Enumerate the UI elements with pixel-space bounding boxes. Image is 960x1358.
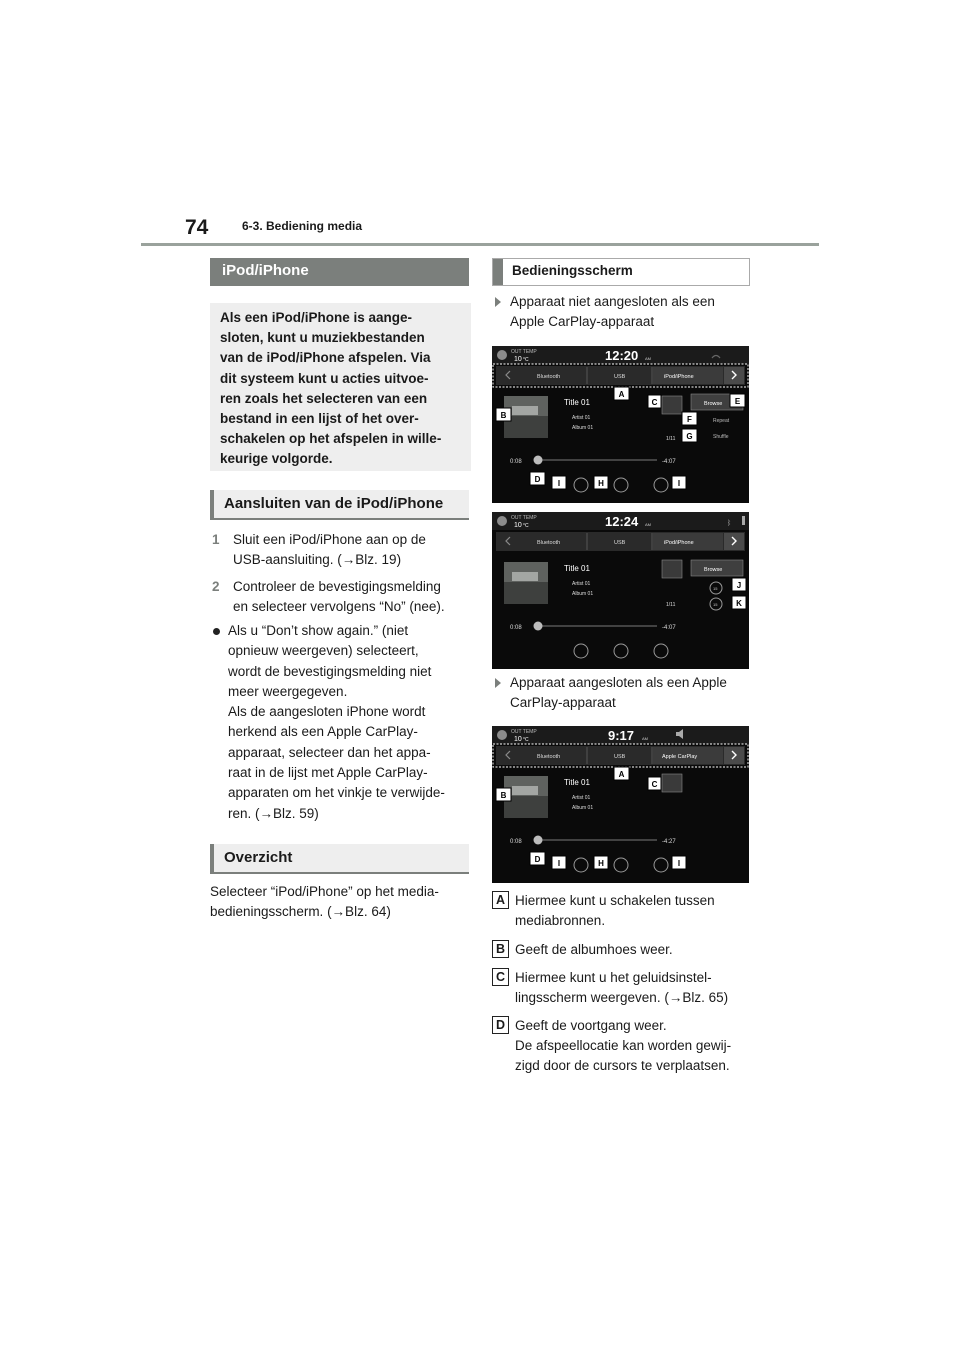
callout-c: C bbox=[651, 398, 658, 407]
browse-button: Browse bbox=[704, 567, 723, 573]
bullet-line: apparaten om het vinkje te verwijde- bbox=[228, 785, 445, 801]
legend-line: lingsscherm weergeven. (→Blz. 65) bbox=[515, 990, 729, 1006]
tab-bluetooth: Bluetooth bbox=[537, 374, 561, 380]
clock: 9:17 bbox=[608, 728, 635, 743]
case-carplay bbox=[492, 673, 752, 713]
callout-b: B bbox=[500, 791, 507, 800]
case-line: Apple CarPlay-apparaat bbox=[510, 314, 655, 330]
track-counter: 1/11 bbox=[666, 602, 676, 608]
note-bullet bbox=[212, 621, 474, 824]
clock-ampm: AM bbox=[642, 736, 648, 741]
bullet-line: meer weergegeven. bbox=[228, 683, 348, 699]
legend-d bbox=[492, 1016, 752, 1077]
page-number: 74 bbox=[185, 216, 209, 239]
home-icon bbox=[497, 516, 507, 526]
screen-2-drawing bbox=[492, 512, 749, 669]
album-name: Album 01 bbox=[572, 591, 594, 597]
connect-heading: Aansluiten van de iPod/iPhone bbox=[210, 490, 469, 520]
legend-key: C bbox=[492, 968, 509, 986]
temp-unit: °C bbox=[523, 357, 529, 363]
legend-line: De afspeellocatie kan worden gewij- bbox=[515, 1038, 732, 1054]
skip-forward-seconds: 15 bbox=[713, 602, 718, 607]
out-temp-label: OUT TEMP bbox=[511, 349, 537, 355]
temp-unit: °C bbox=[523, 523, 529, 529]
legend-a bbox=[492, 891, 752, 931]
legend-line: Geeft de albumhoes weer. bbox=[515, 942, 673, 957]
para-line: bedieningsscherm. (→Blz. 64) bbox=[210, 904, 391, 919]
progress-cursor bbox=[534, 836, 543, 845]
sound-settings-icon bbox=[662, 560, 682, 578]
skip-back-seconds: 15 bbox=[713, 586, 718, 591]
sound-settings-icon bbox=[662, 774, 682, 792]
callout-i: I bbox=[677, 859, 681, 868]
callout-d: D bbox=[534, 475, 541, 484]
step-number: 2 bbox=[212, 579, 220, 594]
ipod-iphone-heading: iPod/iPhone bbox=[210, 258, 469, 286]
tab-usb: USB bbox=[614, 754, 626, 760]
album-name: Album 01 bbox=[572, 805, 594, 811]
step-line: Controleer de bevestigingsmelding bbox=[233, 579, 441, 594]
artist-name: Artist 01 bbox=[572, 415, 591, 421]
progress-cursor bbox=[534, 622, 543, 631]
callout-j: J bbox=[736, 581, 742, 590]
callout-f: F bbox=[687, 415, 692, 424]
step-1 bbox=[212, 530, 474, 570]
callout-c: C bbox=[651, 780, 658, 789]
screen-3-drawing bbox=[492, 726, 749, 883]
browse-button: Browse bbox=[704, 401, 723, 407]
intro-box bbox=[210, 303, 471, 471]
elapsed-time: 0:08 bbox=[510, 459, 522, 465]
legend-line: Geeft de voortgang weer. bbox=[515, 1018, 667, 1033]
remaining-time: -4:07 bbox=[662, 459, 676, 465]
intro-line: ren zoals het selecteren van een bbox=[220, 390, 428, 406]
out-temp-label: OUT TEMP bbox=[511, 729, 537, 735]
legend-line: Hiermee kunt u schakelen tussen bbox=[515, 893, 715, 908]
media-screen-3 bbox=[492, 726, 749, 883]
bullet-line: raat in de lijst met Apple CarPlay- bbox=[228, 765, 428, 781]
case-line: Apparaat aangesloten als een Apple bbox=[510, 675, 727, 690]
legend-b bbox=[492, 940, 752, 960]
screen-1-drawing bbox=[492, 346, 749, 503]
bullet-line: opnieuw weergeven) selecteert, bbox=[228, 643, 419, 659]
repeat-button: Repeat bbox=[713, 418, 730, 424]
clock: 12:24 bbox=[605, 514, 639, 529]
arrow-icon bbox=[495, 297, 501, 307]
temp-value: 10 bbox=[514, 522, 522, 529]
home-icon bbox=[497, 350, 507, 360]
callout-d: D bbox=[534, 855, 541, 864]
tab-usb: USB bbox=[614, 374, 626, 380]
bullet-line: Als de aangesloten iPhone wordt bbox=[228, 704, 426, 720]
callout-e: E bbox=[734, 397, 741, 406]
legend-line: zigd door de cursors te verplaatsen. bbox=[515, 1058, 730, 1074]
shuffle-button: Shuffle bbox=[713, 434, 729, 440]
case-not-carplay bbox=[492, 292, 752, 332]
elapsed-time: 0:08 bbox=[510, 625, 522, 631]
bullet-line: Als u “Don’t show again.” (niet bbox=[228, 623, 409, 638]
intro-line: bestand in een lijst of het over- bbox=[220, 411, 419, 427]
artist-name: Artist 01 bbox=[572, 795, 591, 801]
remaining-time: -4:27 bbox=[662, 839, 676, 845]
out-temp-label: OUT TEMP bbox=[511, 515, 537, 521]
signal-icon bbox=[742, 516, 745, 525]
sound-settings-icon bbox=[662, 396, 682, 414]
para-line: Selecteer “iPod/iPhone” op het media- bbox=[210, 884, 439, 899]
home-icon bbox=[497, 730, 507, 740]
bullet-dot-icon bbox=[213, 628, 220, 635]
callout-i: I bbox=[557, 479, 561, 488]
section-title: 6-3. Bediening media bbox=[242, 219, 363, 233]
overview-text bbox=[210, 882, 472, 922]
track-title: Title 01 bbox=[564, 778, 590, 787]
track-title: Title 01 bbox=[564, 564, 590, 573]
bluetooth-icon: ᛒ bbox=[727, 520, 732, 527]
tab-usb: USB bbox=[614, 540, 626, 546]
callout-h: H bbox=[598, 479, 604, 488]
callout-b: B bbox=[500, 411, 507, 420]
callout-k: K bbox=[736, 599, 742, 608]
legend-line: mediabronnen. bbox=[515, 913, 606, 929]
tab-carplay: Apple CarPlay bbox=[662, 754, 698, 760]
callout-h: H bbox=[598, 859, 604, 868]
legend-key: A bbox=[492, 891, 509, 909]
legend-c bbox=[492, 968, 752, 1008]
track-counter: 1/11 bbox=[666, 436, 676, 442]
arrow-icon bbox=[495, 678, 501, 688]
tab-ipod: iPod/iPhone bbox=[664, 540, 694, 546]
callout-i: I bbox=[557, 859, 561, 868]
header-rule bbox=[141, 243, 819, 246]
control-screen-heading: Bedieningsscherm bbox=[492, 258, 750, 286]
bullet-line: apparaat, selecteer dan het appa- bbox=[228, 744, 431, 760]
case-line: Apparaat niet aangesloten als een bbox=[510, 294, 715, 309]
intro-line: Als een iPod/iPhone is aange- bbox=[220, 310, 413, 325]
intro-line: schakelen op het afspelen in wille- bbox=[220, 431, 442, 447]
step-number: 1 bbox=[212, 532, 220, 547]
bullet-line: wordt de bevestigingsmelding niet bbox=[228, 663, 432, 679]
clock-ampm: AM bbox=[645, 522, 651, 527]
intro-line: sloten, kunt u muziekbestanden bbox=[220, 330, 425, 346]
artist-name: Artist 01 bbox=[572, 581, 591, 587]
bullet-line: herkend als een Apple CarPlay- bbox=[228, 724, 418, 740]
callout-a: A bbox=[618, 390, 625, 399]
track-title: Title 01 bbox=[564, 398, 590, 407]
case-line: CarPlay-apparaat bbox=[510, 695, 616, 711]
media-screen-1 bbox=[492, 346, 749, 503]
remaining-time: -4:07 bbox=[662, 625, 676, 631]
temp-value: 10 bbox=[514, 356, 522, 363]
tab-bluetooth: Bluetooth bbox=[537, 754, 561, 760]
step-line: en selecteer vervolgens “No” (nee). bbox=[233, 599, 445, 614]
tab-ipod: iPod/iPhone bbox=[664, 374, 694, 380]
tab-bluetooth: Bluetooth bbox=[537, 540, 561, 546]
media-screen-2 bbox=[492, 512, 749, 669]
callout-g: G bbox=[686, 432, 693, 441]
step-line: Sluit een iPod/iPhone aan op de bbox=[233, 532, 426, 547]
temp-unit: °C bbox=[523, 737, 529, 743]
legend-line: Hiermee kunt u het geluidsinstel- bbox=[515, 970, 712, 985]
album-name: Album 01 bbox=[572, 425, 594, 431]
clock-ampm: AM bbox=[645, 356, 651, 361]
temp-value: 10 bbox=[514, 736, 522, 743]
callout-i: I bbox=[677, 479, 681, 488]
step-line: USB-aansluiting. (→Blz. 19) bbox=[233, 552, 402, 567]
progress-cursor bbox=[534, 456, 543, 465]
intro-line: dit systeem kunt u acties uitvoe- bbox=[220, 370, 429, 386]
step-2 bbox=[212, 577, 474, 617]
clock: 12:20 bbox=[605, 348, 639, 363]
intro-line: keurige volgorde. bbox=[220, 451, 333, 467]
elapsed-time: 0:08 bbox=[510, 839, 522, 845]
legend-key: B bbox=[492, 940, 509, 958]
intro-line: van de iPod/iPhone afspelen. Via bbox=[220, 350, 431, 366]
bullet-line: ren. (→Blz. 59) bbox=[228, 805, 319, 821]
overview-heading: Overzicht bbox=[210, 844, 469, 874]
legend-key: D bbox=[492, 1016, 509, 1034]
callout-a: A bbox=[618, 770, 625, 779]
